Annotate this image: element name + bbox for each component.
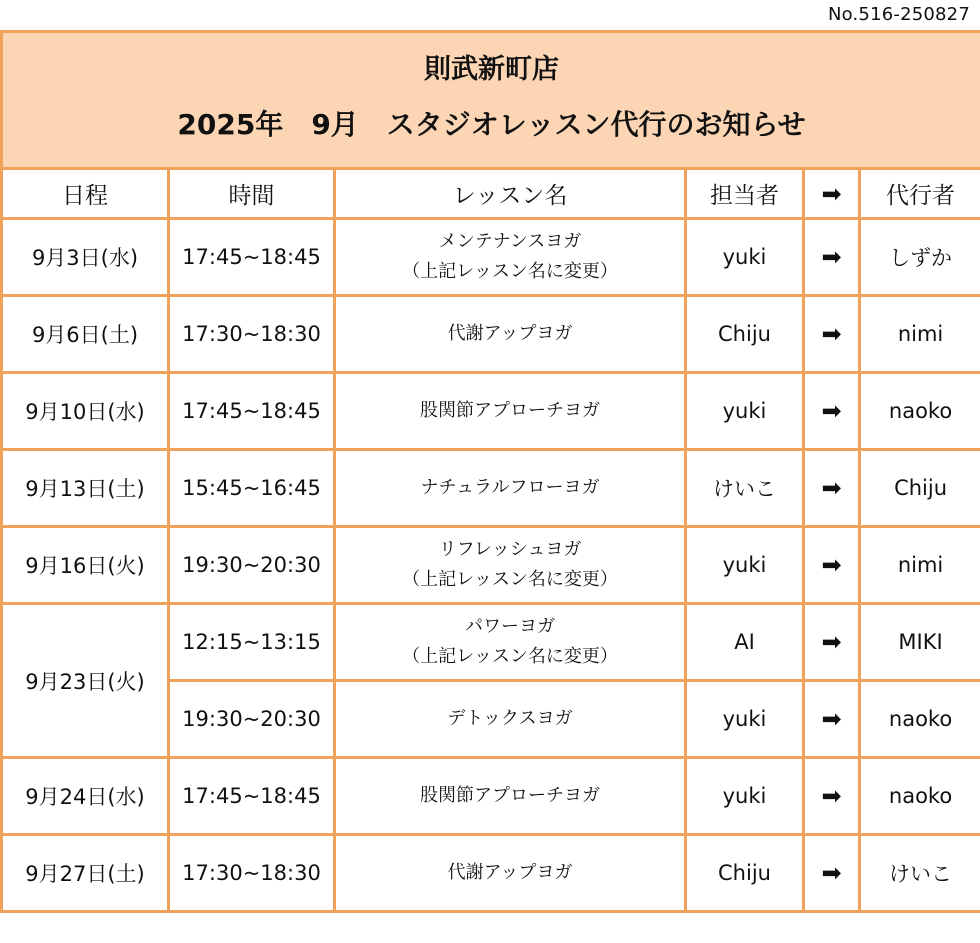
lesson-note: （上記レッスン名に変更） bbox=[402, 646, 618, 667]
time-cell: 19:30~20:30 bbox=[169, 681, 335, 758]
column-header-time: 時間 bbox=[169, 169, 335, 219]
lesson-cell bbox=[335, 219, 686, 296]
date-cell: 9月10日(水) bbox=[2, 373, 169, 450]
arrow-right-icon: ➡ bbox=[804, 758, 860, 835]
lesson-name: メンテナンスヨガ bbox=[438, 231, 582, 252]
lesson-cell bbox=[335, 373, 686, 450]
arrow-right-icon: ➡ bbox=[804, 450, 860, 527]
title-row bbox=[2, 32, 980, 169]
lesson-note: （上記レッスン名に変更） bbox=[402, 569, 618, 590]
lesson-cell bbox=[335, 681, 686, 758]
date-cell: 9月27日(土) bbox=[2, 835, 169, 912]
table-row bbox=[2, 450, 980, 527]
column-header-instructor: 担当者 bbox=[686, 169, 804, 219]
arrow-right-icon: ➡ bbox=[804, 296, 860, 373]
arrow-right-icon: ➡ bbox=[804, 681, 860, 758]
time-cell: 17:30~18:30 bbox=[169, 296, 335, 373]
lesson-name: デトックスヨガ bbox=[447, 708, 573, 729]
lesson-cell bbox=[335, 835, 686, 912]
lesson-name: 股関節アプローチヨガ bbox=[420, 785, 600, 806]
instructor-cell: けいこ bbox=[686, 450, 804, 527]
lesson-name: 代謝アップヨガ bbox=[447, 862, 573, 883]
substitute-cell: nimi bbox=[860, 296, 980, 373]
instructor-cell: yuki bbox=[686, 373, 804, 450]
time-cell: 17:30~18:30 bbox=[169, 835, 335, 912]
substitute-cell: naoko bbox=[860, 681, 980, 758]
arrow-right-icon: ➡ bbox=[804, 835, 860, 912]
instructor-cell: yuki bbox=[686, 219, 804, 296]
substitute-cell: しずか bbox=[860, 219, 980, 296]
lesson-cell bbox=[335, 758, 686, 835]
time-cell: 17:45~18:45 bbox=[169, 373, 335, 450]
lesson-note: （上記レッスン名に変更） bbox=[402, 261, 618, 282]
lesson-name: パワーヨガ bbox=[465, 616, 555, 637]
instructor-cell: AI bbox=[686, 604, 804, 681]
substitute-schedule-table bbox=[0, 30, 980, 913]
column-header-substitute: 代行者 bbox=[860, 169, 980, 219]
instructor-cell: yuki bbox=[686, 681, 804, 758]
table-row bbox=[2, 373, 980, 450]
substitute-cell: けいこ bbox=[860, 835, 980, 912]
table-row bbox=[2, 219, 980, 296]
arrow-right-icon: ➡ bbox=[804, 527, 860, 604]
substitute-cell: naoko bbox=[860, 373, 980, 450]
lesson-name: 股関節アプローチヨガ bbox=[420, 400, 600, 421]
date-cell: 9月23日(火) bbox=[2, 604, 169, 758]
lesson-name: リフレッシュヨガ bbox=[438, 539, 582, 560]
instructor-cell: Chiju bbox=[686, 835, 804, 912]
arrow-right-icon: ➡ bbox=[804, 604, 860, 681]
table-row bbox=[2, 527, 980, 604]
header-row bbox=[2, 169, 980, 219]
table-row bbox=[2, 296, 980, 373]
arrow-right-icon: ➡ bbox=[804, 373, 860, 450]
date-cell: 9月24日(水) bbox=[2, 758, 169, 835]
lesson-cell bbox=[335, 296, 686, 373]
column-header-lesson: レッスン名 bbox=[335, 169, 686, 219]
instructor-cell: yuki bbox=[686, 527, 804, 604]
date-cell: 9月3日(水) bbox=[2, 219, 169, 296]
substitute-cell: MIKI bbox=[860, 604, 980, 681]
time-cell: 19:30~20:30 bbox=[169, 527, 335, 604]
date-cell: 9月6日(土) bbox=[2, 296, 169, 373]
table-row bbox=[2, 835, 980, 912]
time-cell: 15:45~16:45 bbox=[169, 450, 335, 527]
arrow-right-icon: ➡ bbox=[804, 219, 860, 296]
instructor-cell: yuki bbox=[686, 758, 804, 835]
instructor-cell: Chiju bbox=[686, 296, 804, 373]
notice-title: 2025年 9月 スタジオレッスン代行のお知らせ bbox=[177, 108, 806, 141]
substitute-cell: nimi bbox=[860, 527, 980, 604]
column-header-date: 日程 bbox=[2, 169, 169, 219]
column-header-arrow-icon: ➡ bbox=[804, 169, 860, 219]
substitute-cell: Chiju bbox=[860, 450, 980, 527]
lesson-cell bbox=[335, 527, 686, 604]
table-body bbox=[2, 219, 980, 912]
store-name: 則武新町店 bbox=[424, 54, 560, 85]
table-row bbox=[2, 758, 980, 835]
date-cell: 9月16日(火) bbox=[2, 527, 169, 604]
lesson-name: 代謝アップヨガ bbox=[447, 323, 573, 344]
time-cell: 17:45~18:45 bbox=[169, 219, 335, 296]
lesson-name: ナチュラルフローヨガ bbox=[420, 477, 600, 498]
table-row bbox=[2, 604, 980, 681]
document-number: No.516-250827 bbox=[827, 4, 970, 25]
lesson-cell bbox=[335, 450, 686, 527]
date-cell: 9月13日(土) bbox=[2, 450, 169, 527]
lesson-cell bbox=[335, 604, 686, 681]
time-cell: 17:45~18:45 bbox=[169, 758, 335, 835]
title-block bbox=[2, 32, 980, 169]
time-cell: 12:15~13:15 bbox=[169, 604, 335, 681]
schedule-notice bbox=[0, 30, 980, 913]
substitute-cell: naoko bbox=[860, 758, 980, 835]
